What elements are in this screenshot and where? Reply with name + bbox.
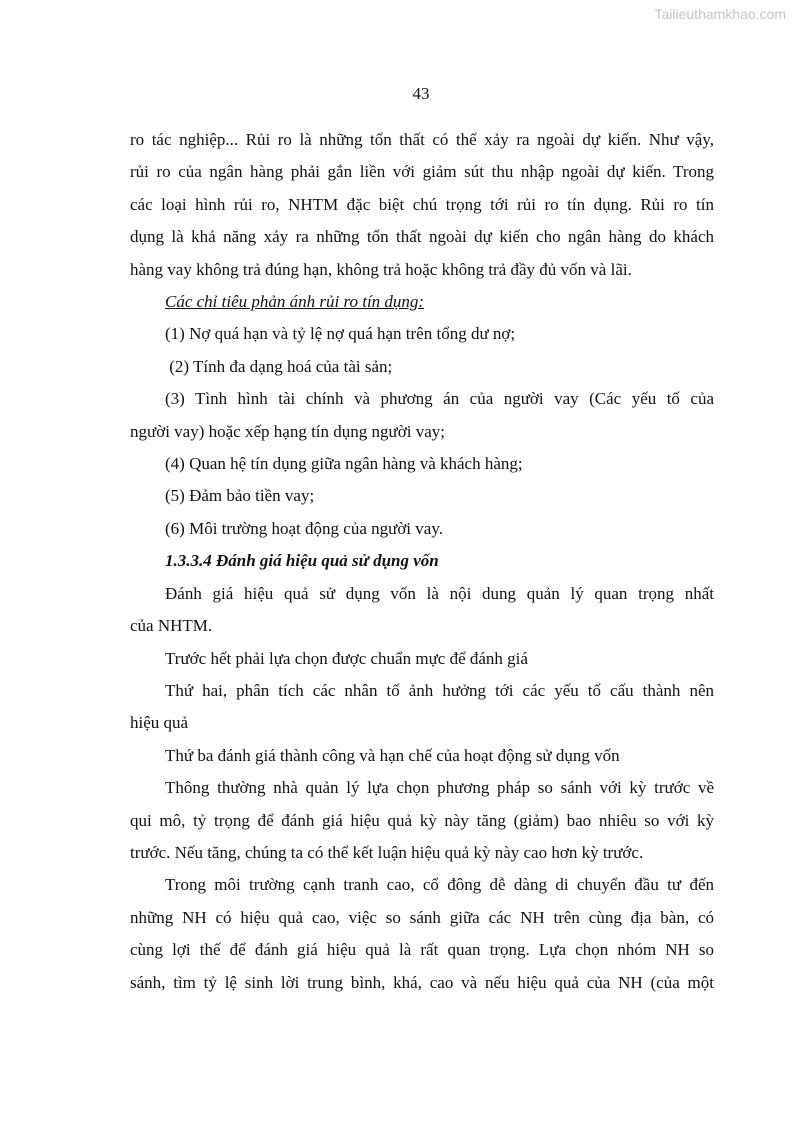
text-line: Trong môi trường cạnh tranh cao, cổ đông dễ dàng di chuyển đầu tư đến [165, 875, 714, 895]
list-item: (5) Đảm bảo tiền vay; [165, 486, 315, 506]
watermark-text: Tailieuthamkhao.com [654, 6, 786, 22]
list-item: (4) Quan hệ tín dụng giữa ngân hàng và khách hàng; [165, 454, 523, 474]
text-line: các loại hình rủi ro, NHTM đặc biệt chú trọng tới rủi ro tín dụng. Rủi ro tín [130, 194, 714, 214]
text-line: rủi ro của ngân hàng phải gắn liền với giảm sút thu nhập ngoài dự kiến. Trong [130, 162, 714, 182]
text-line: Đánh giá hiệu quả sử dụng vốn là nội dung quản lý quan trọng nhất [165, 583, 714, 603]
list-item-continuation: người vay) hoặc xếp hạng tín dụng người vay; [130, 421, 445, 441]
text-line: Thông thường nhà quản lý lựa chọn phương pháp so sánh với kỳ trước về [165, 778, 714, 798]
text-line: ro tác nghiệp... Rủi ro là những tổn thất có thể xảy ra ngoài dự kiến. Như vậy, [130, 130, 714, 149]
text-line: sánh, tìm tỷ lệ sinh lời trung bình, khá, cao và nếu hiệu quả của NH (của một [130, 972, 714, 992]
list-item: (3) Tình hình tài chính và phương án của người vay (Các yếu tố của [165, 389, 714, 409]
list-item: (6) Môi trường hoạt động của người vay. [165, 518, 443, 538]
section-heading: 1.3.3.4 Đánh giá hiệu quả sử dụng vốn [165, 551, 439, 571]
list-item: (2) Tính đa dạng hoá của tài sản; [165, 356, 393, 376]
text-line: Trước hết phải lựa chọn được chuẩn mực để đánh giá [165, 648, 528, 668]
text-line: qui mô, tỷ trọng để đánh giá hiệu quả kỳ này tăng (giảm) bao nhiêu so với kỳ [130, 810, 714, 830]
text-line: dụng là khả năng xảy ra những tổn thất ngoài dự kiến cho ngân hàng do khách [130, 227, 714, 247]
text-line: hàng vay không trả đúng hạn, không trả hoặc không trả đầy đủ vốn và lãi. [130, 259, 632, 279]
text-line: Thứ ba đánh giá thành công và hạn chế của hoạt động sử dụng vốn [165, 745, 620, 765]
section-subheading: Các chỉ tiêu phản ánh rủi ro tín dụng: [165, 292, 425, 312]
text-line: hiệu quả [130, 713, 189, 733]
text-line: trước. Nếu tăng, chúng ta có thể kết luận hiệu quả kỳ này cao hơn kỳ trước. [130, 842, 644, 862]
list-item: (1) Nợ quá hạn và tỷ lệ nợ quá hạn trên tổng dư nợ; [165, 324, 516, 344]
document-body [130, 124, 714, 999]
text-line: của NHTM. [130, 616, 213, 636]
page-number: 43 [412, 84, 430, 103]
text-line: Thứ hai, phân tích các nhân tố ảnh hưởng tới các yếu tố cấu thành nên [165, 680, 714, 700]
text-line: những NH có hiệu quả cao, việc so sánh giữa các NH trên cùng địa bàn, có [130, 907, 714, 927]
text-line: cùng lợi thế để đánh giá hiệu quả là rất quan trọng. Lựa chọn nhóm NH so [130, 940, 714, 960]
